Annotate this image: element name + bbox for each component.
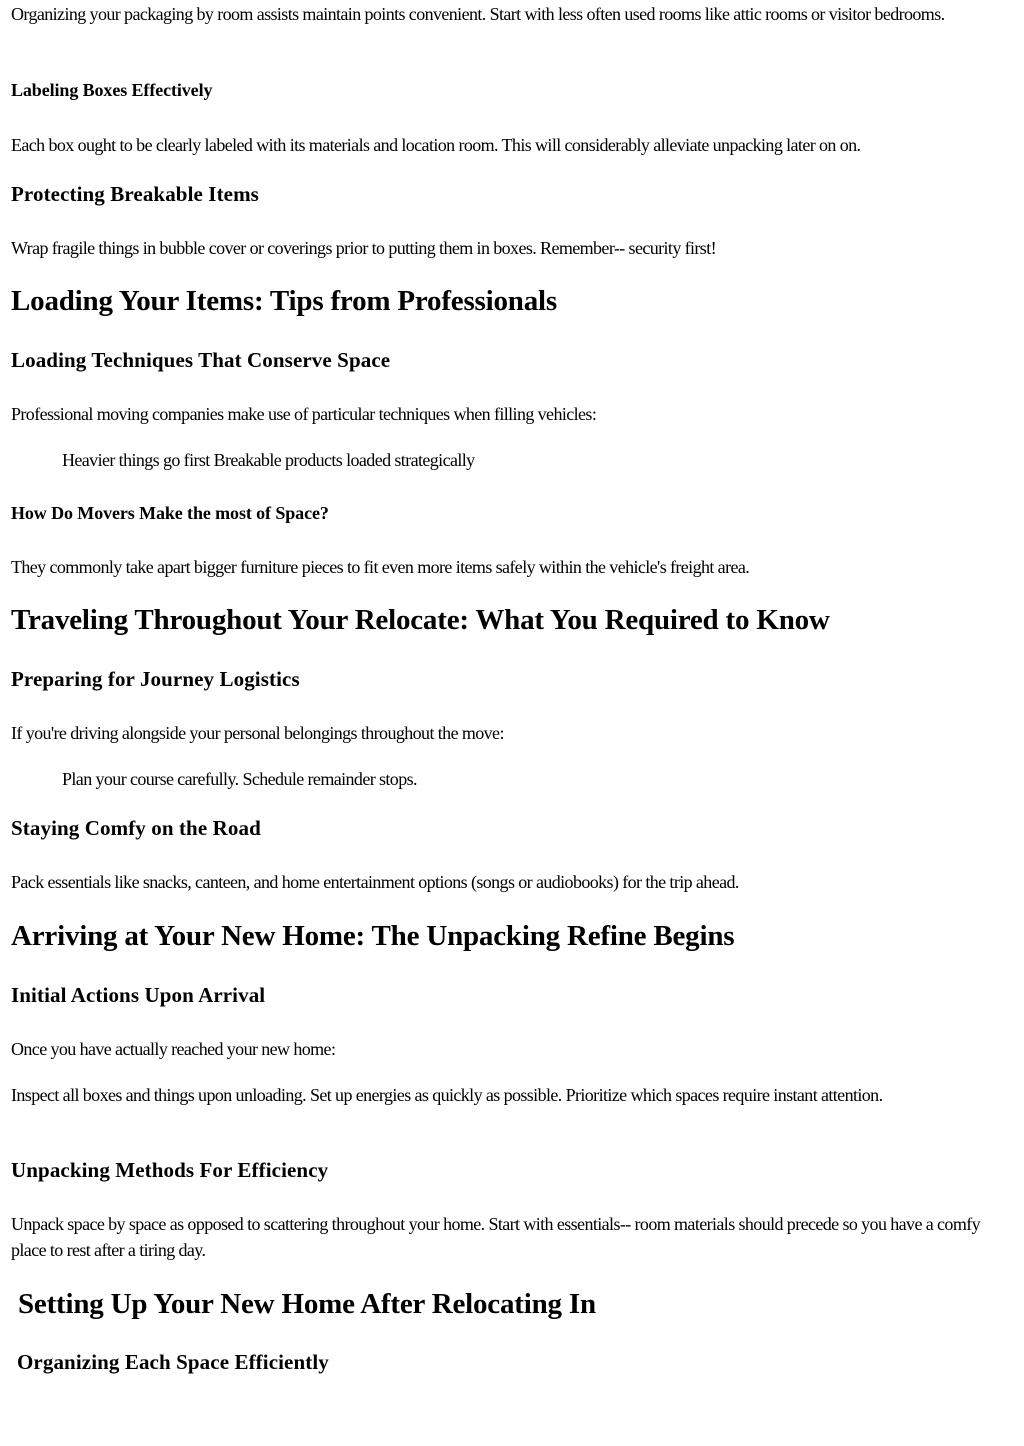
heading-setting-up-home: Setting Up Your New Home After Relocating In — [18, 1288, 596, 1320]
heading-labeling-boxes: Labeling Boxes Effectively — [11, 80, 213, 100]
paragraph-inspect-boxes: Inspect all boxes and things upon unloading. Set up energies as quickly as possible. Prioritize which spaces require instant attention. — [11, 1085, 883, 1105]
paragraph-unpack-room-by-room: Unpack space by space as opposed to scattering throughout your home. Start with essentials-- room materials should precede so you have a comfy place to rest after a tiring day. — [11, 1214, 981, 1260]
paragraph-reached-home: Once you have actually reached your new home: — [11, 1039, 336, 1059]
heading-loading-techniques: Loading Techniques That Conserve Space — [11, 348, 391, 372]
paragraph-driving: If you're driving alongside your personal belongings throughout the move: — [11, 723, 504, 743]
paragraph-labeling: Each box ought to be clearly labeled with its materials and location room. This will considerably alleviate unpacking later on on. — [11, 135, 861, 155]
heading-staying-comfy: Staying Comfy on the Road — [11, 816, 261, 840]
heading-arriving: Arriving at Your New Home: The Unpacking Refine Begins — [11, 920, 735, 952]
paragraph-disassemble-furniture: They commonly take apart bigger furniture pieces to fit even more items safely within the vehicle's freight area. — [11, 557, 750, 577]
heading-initial-actions: Initial Actions Upon Arrival — [11, 983, 266, 1007]
heading-journey-logistics: Preparing for Journey Logistics — [11, 667, 300, 691]
heading-unpacking-methods: Unpacking Methods For Efficiency — [11, 1158, 329, 1182]
list-journey-tips: Plan your course carefully. Schedule remainder stops. — [62, 769, 417, 789]
paragraph-protecting: Wrap fragile things in bubble cover or coverings prior to putting them in boxes. Remember-- security first! — [11, 238, 717, 258]
paragraph-organizing-by-room: Organizing your packaging by room assists maintain points convenient. Start with less often used rooms like attic rooms or visitor bedrooms. — [11, 4, 945, 24]
heading-movers-space: How Do Movers Make the most of Space? — [11, 503, 329, 523]
heading-traveling: Traveling Throughout Your Relocate: What You Required to Know — [11, 604, 830, 636]
heading-loading-items: Loading Your Items: Tips from Professionals — [11, 285, 557, 317]
paragraph-professional-techniques: Professional moving companies make use of particular techniques when filling vehicles: — [11, 404, 597, 424]
heading-protecting-items: Protecting Breakable Items — [11, 182, 259, 206]
heading-organizing-spaces: Organizing Each Space Efficiently — [17, 1350, 329, 1374]
paragraph-pack-essentials: Pack essentials like snacks, canteen, and home entertainment options (songs or audiobooks) for the trip ahead. — [11, 872, 739, 892]
list-loading-tips: Heavier things go first Breakable products loaded strategically — [62, 450, 475, 470]
